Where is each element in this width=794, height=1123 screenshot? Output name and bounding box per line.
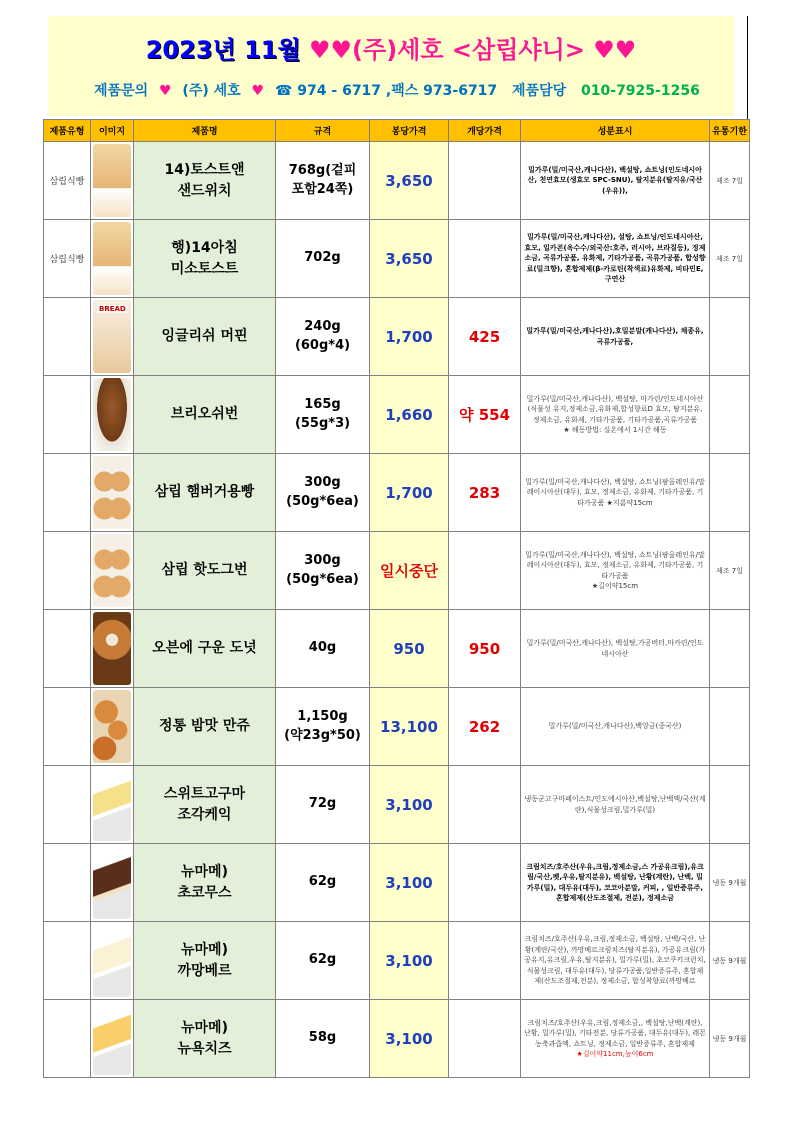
- bread-package-image: [93, 144, 131, 217]
- unit-price: 약 554: [449, 376, 521, 454]
- pack-price: 3,100: [370, 922, 449, 1000]
- brioche-image: [93, 378, 131, 451]
- unit-price: [449, 766, 521, 844]
- column-header: 규격: [276, 120, 370, 142]
- heart-icon: ♥: [158, 83, 172, 99]
- product-type: 삼립식빵: [44, 142, 91, 220]
- shelf-life: [710, 376, 750, 454]
- product-name: 오븐에 구운 도넛: [134, 610, 276, 688]
- product-name: 삼립 햄버거용빵: [134, 454, 276, 532]
- unit-price: [449, 1000, 521, 1078]
- table-row: [44, 376, 750, 454]
- product-image-cell: [91, 766, 134, 844]
- unit-price: 425: [449, 298, 521, 376]
- product-image-cell: [91, 688, 134, 766]
- pack-price: 1,700: [370, 298, 449, 376]
- contact-manager-label: 제품담당: [512, 83, 567, 99]
- product-image-cell: [91, 298, 134, 376]
- product-type: [44, 922, 91, 1000]
- product-image-cell: [91, 1000, 134, 1078]
- product-type: [44, 298, 91, 376]
- product-name: 14)토스트앤 샌드위치: [134, 142, 276, 220]
- product-name: 브리오쉬번: [134, 376, 276, 454]
- ingredients: 밀가루(밀/미국산,캐나다산), 백설탕,가공버터,마카린/인도네시아산: [521, 610, 710, 688]
- table-row: [44, 532, 750, 610]
- divider: [747, 16, 748, 120]
- pack-price: 13,100: [370, 688, 449, 766]
- oven-donut-image: [93, 612, 131, 685]
- ingredients: 크림치즈/호주산(우유,크림,정제소금, 백설탕, 난백/국산, 난황(계란/국산), 까망베르크림치즈(탈지분유), 가공유크림(가공유지,유크림,우유,탈지분유), 밀가루(밀), 초코쿠키크런치, 식물성크림, 대두유(대두), 당류가공품,일반증류주, 혼합제제(산도조절제,전분), 정제소금, 합성착향료(까망베르: [521, 922, 710, 1000]
- product-name: 뉴마메) 초코무스: [134, 844, 276, 922]
- product-type: [44, 688, 91, 766]
- shelf-life: [710, 298, 750, 376]
- camembert-cake-image: [93, 924, 131, 997]
- product-type: [44, 1000, 91, 1078]
- ingredients: 크림치즈/호주산(우유,크림,정제소금,스 가공유크림),유크림/국산,펫,우유,탈지분유), 백설탕, 난황(계란), 난백, 밀가루(밀), 대두유(대두), 코코아분말, 커피, , 일반증류주, 혼합제제(산도조절제, 전분), 정제소금: [521, 844, 710, 922]
- product-spec: 62g: [276, 844, 370, 922]
- product-image-cell: [91, 142, 134, 220]
- shelf-life: [710, 766, 750, 844]
- table-row: [44, 766, 750, 844]
- product-spec: 58g: [276, 1000, 370, 1078]
- heart-icon: ♥: [251, 83, 265, 99]
- unit-price: [449, 532, 521, 610]
- product-spec: 300g (50g*6ea): [276, 454, 370, 532]
- product-name: 행)14아침 미소토스트: [134, 220, 276, 298]
- shelf-life: 냉동 9개월: [710, 844, 750, 922]
- ingredients: 밀가루(밀/미국산,캐나다산), 백설탕, 쇼트닝(팜올레인유/말레이시아산(대두), 효모, 정제소금, 유화제, 기타가공품, 기타가공품 ★지름약15cm: [521, 454, 710, 532]
- price-list-header: [48, 16, 734, 116]
- title-company: (주)세호: [352, 36, 444, 64]
- unit-price: 262: [449, 688, 521, 766]
- product-type: [44, 610, 91, 688]
- hamburger-buns-image: [93, 456, 131, 529]
- product-spec: 1,150g (약23g*50): [276, 688, 370, 766]
- pack-price: 3,100: [370, 844, 449, 922]
- ingredients: 밀가루(밀/미국산,캐나다산),백앙금(중국산): [521, 688, 710, 766]
- choco-mousse-image: [93, 846, 131, 919]
- table-row: [44, 1000, 750, 1078]
- shelf-life: 제조 7일: [710, 142, 750, 220]
- ingredients: 밀가루(밀/미국산,캐나다산), 백설탕, 쇼트닝(팜올레인유/말레이시아산(대두), 효모, 정제소금, 유화제, 기타가공품, 기타가공품 ★길이약15cm: [521, 532, 710, 610]
- chestnut-manju-image: [93, 690, 131, 763]
- product-name: 정통 밤맛 만쥬: [134, 688, 276, 766]
- product-name: 삼립 핫도그번: [134, 532, 276, 610]
- product-spec: 240g (60g*4): [276, 298, 370, 376]
- shelf-life: 제조 7일: [710, 220, 750, 298]
- product-name: 스위트고구마 조각케익: [134, 766, 276, 844]
- product-image-cell: [91, 454, 134, 532]
- contact-label: 제품문의: [94, 83, 149, 99]
- ingredients: 크림치즈/호주산(우유,크림,정제소금,, 백설탕,난백(계란), 난황, 밀가루(밀), 기타전분, 당류가공품, 대두유(대두), 레몬농축과즙액, 쇼트닝, 정제소금, 일반증류주, 혼합제제 ★길이약11cm,높이6cm: [521, 1000, 710, 1078]
- product-spec: 768g(겉피 포함24쪽): [276, 142, 370, 220]
- column-header: 봉당가격: [370, 120, 449, 142]
- product-type: [44, 844, 91, 922]
- product-type: 삼립식빵: [44, 220, 91, 298]
- shelf-life: [710, 610, 750, 688]
- shelf-life: [710, 454, 750, 532]
- product-price-table: [43, 119, 750, 1078]
- contact-fax: ,팩스 973-6717: [385, 83, 498, 99]
- ingredients: 밀가루(밀/미국산,캐나다산), 백설탕, 쇼트닝(인도네시아산, 천연효모(생효모 SPC-SNU), 탈지분유(탈지유/국산(우유)),: [521, 142, 710, 220]
- column-header: 개당가격: [449, 120, 521, 142]
- product-name: 잉글리쉬 머핀: [134, 298, 276, 376]
- unit-price: [449, 922, 521, 1000]
- product-type: [44, 766, 91, 844]
- heart-icon: ♥♥: [309, 36, 353, 64]
- shelf-life: 냉동 9개월: [710, 922, 750, 1000]
- product-image-cell: [91, 376, 134, 454]
- shelf-life: 냉동 9개월: [710, 1000, 750, 1078]
- price-list-title: [48, 30, 734, 65]
- unit-price: 283: [449, 454, 521, 532]
- table-header-row: [44, 120, 750, 142]
- pack-price: 1,660: [370, 376, 449, 454]
- unit-price: [449, 142, 521, 220]
- column-header: 이미지: [91, 120, 134, 142]
- product-spec: 72g: [276, 766, 370, 844]
- ingredients: 밀가루(밀/미국산,캐나다산), 백설탕, 마가린/인도네시아산(식물성 유지,정제소금,유화제,합성향료D 효모, 탈지분유, 정제소금, 유화제, 기타가공품, 기타가공품,곡류가공품 ★ 해동방법: 실온에서 1시간 해동: [521, 376, 710, 454]
- unit-price: [449, 844, 521, 922]
- product-spec: 165g (55g*3): [276, 376, 370, 454]
- product-name: 뉴마메) 뉴욕치즈: [134, 1000, 276, 1078]
- table-row: [44, 688, 750, 766]
- product-image-cell: [91, 532, 134, 610]
- product-spec: 62g: [276, 922, 370, 1000]
- title-year-month: 2023년 11월: [145, 36, 301, 64]
- table-row: [44, 922, 750, 1000]
- column-header: 유통기한: [710, 120, 750, 142]
- product-image-cell: [91, 922, 134, 1000]
- pack-price: 3,650: [370, 220, 449, 298]
- title-brand: <삼립샤니>: [451, 36, 585, 64]
- contact-company: (주) 세호: [182, 83, 241, 99]
- contact-phone: ☎ 974 - 6717: [274, 83, 382, 99]
- pack-price: 3,100: [370, 1000, 449, 1078]
- sweet-potato-cake-image: [93, 768, 131, 841]
- ingredients: 밀가루(밀/미국산,캐나다산), 설탕, 쇼트닝/인도네시아산, 효모, 일카콘(옥수수/외국산:호주, 러시아, 브라질등), 정제소금, 곡류가공품, 유화제, 기타가공품, 곡류가공품, 합성향료(밀크향), 혼합제제(β-카로틴(착색료)유화제, 비타민E, 구연산: [521, 220, 710, 298]
- contact-mobile: 010-7925-1256: [581, 83, 700, 99]
- table-row: [44, 454, 750, 532]
- pack-price: 3,650: [370, 142, 449, 220]
- pack-price: 일시중단: [370, 532, 449, 610]
- ny-cheese-cake-image: [93, 1002, 131, 1075]
- pack-price: 950: [370, 610, 449, 688]
- table-row: [44, 844, 750, 922]
- muffin-package-image: BREAD: [93, 300, 131, 373]
- pack-price: 1,700: [370, 454, 449, 532]
- column-header: 성분표시: [521, 120, 710, 142]
- shelf-life: 제조 7일: [710, 532, 750, 610]
- ingredients: 냉동군고구마페이스트/인도에시아산,백설탕,난백액/국산(계란),식물성크림,밀가루(밀): [521, 766, 710, 844]
- product-spec: 40g: [276, 610, 370, 688]
- column-header: 제품유형: [44, 120, 91, 142]
- ingredients: 밀가루(밀/미국산,캐나다산),호밀분말(캐나다산), 채종유,곡류가공품,: [521, 298, 710, 376]
- product-type: [44, 376, 91, 454]
- hotdog-buns-image: [93, 534, 131, 607]
- product-type: [44, 454, 91, 532]
- unit-price: [449, 220, 521, 298]
- product-image-cell: [91, 844, 134, 922]
- column-header: 제품명: [134, 120, 276, 142]
- product-name: 뉴마메) 까망베르: [134, 922, 276, 1000]
- product-image-cell: [91, 610, 134, 688]
- table-row: [44, 142, 750, 220]
- table-row: [44, 220, 750, 298]
- heart-icon: ♥♥: [593, 36, 637, 64]
- bread-package-image: [93, 222, 131, 295]
- shelf-life: [710, 688, 750, 766]
- product-type: [44, 532, 91, 610]
- contact-line: [94, 80, 700, 100]
- product-image-cell: [91, 220, 134, 298]
- pack-price: 3,100: [370, 766, 449, 844]
- unit-price: 950: [449, 610, 521, 688]
- product-spec: 702g: [276, 220, 370, 298]
- table-row: [44, 610, 750, 688]
- table-row: [44, 298, 750, 376]
- product-spec: 300g (50g*6ea): [276, 532, 370, 610]
